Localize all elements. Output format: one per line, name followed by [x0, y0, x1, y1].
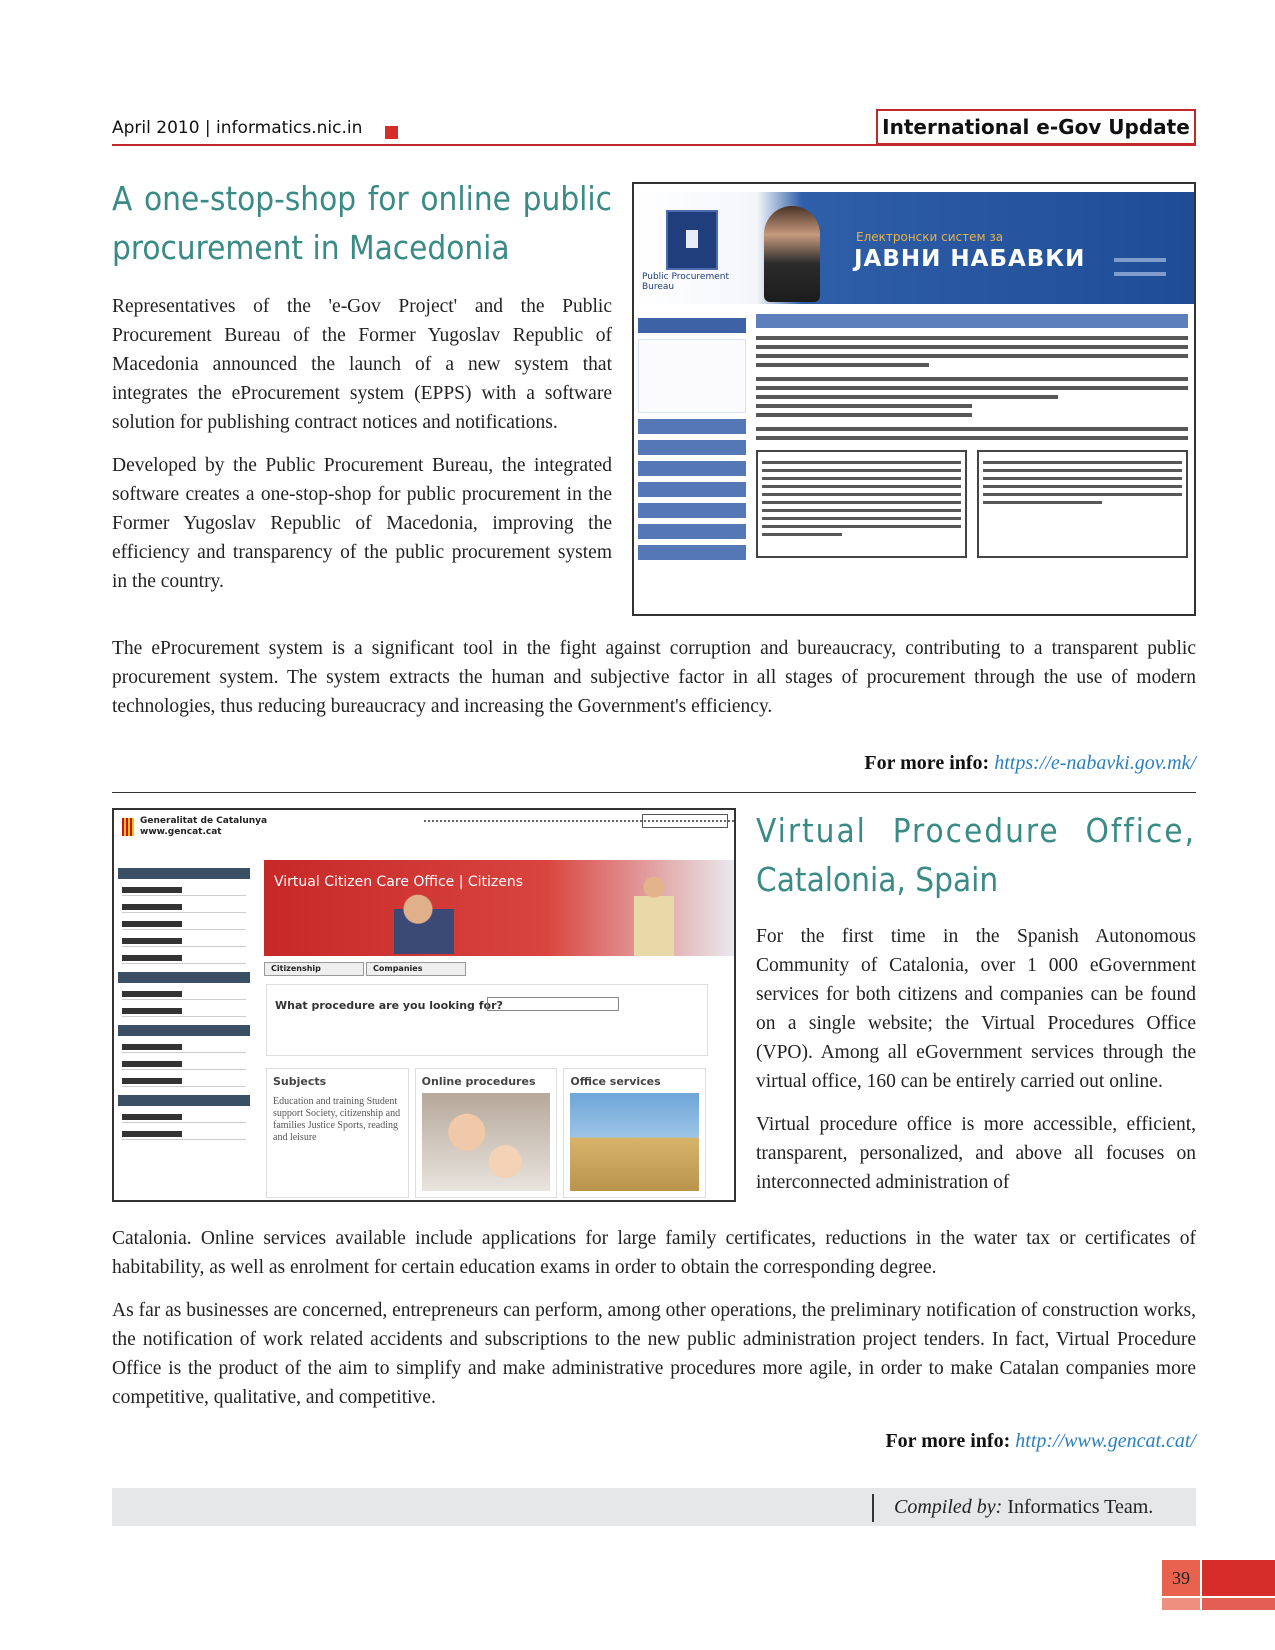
subjects-column [266, 1068, 409, 1198]
compiled-by-value: Informatics Team. [1007, 1496, 1154, 1518]
screenshot-header [114, 810, 734, 860]
operator-photo [764, 206, 820, 302]
contracting-box [756, 450, 967, 558]
woman-photo [634, 870, 674, 956]
bureau-logo-icon [666, 210, 718, 270]
search-box [642, 814, 728, 828]
header-square-marker [385, 126, 398, 139]
language-flags [1104, 252, 1184, 292]
article1-title-line2: procurement in Macedonia [112, 228, 510, 267]
field-photo [570, 1093, 699, 1191]
screenshot-banner [634, 192, 1194, 304]
header-date-site: April 2010 | informatics.nic.in [112, 118, 363, 138]
article2-title-line1: Virtual Procedure Office, [756, 811, 1196, 850]
banner-subtitle: Електронски систем за [856, 230, 1004, 244]
article2-paragraph-wrap: Virtual procedure office is more accessible, efficient, transparent, personalized, and above all focuses on interconnected administration of [756, 1114, 1196, 1193]
office-services-column [563, 1068, 706, 1198]
article1-more-info [112, 752, 1196, 775]
login-box [638, 339, 746, 413]
article1-paragraph-wide: The eProcurement system is a significant tool in the fight against corruption and bureaucracy, contributing to a transparent public procurement system. The system extracts the human and subjective factor in all stages of procurement through the use of modern technologies, thus reducing bureaucracy and increasing the Government's efficiency. [112, 638, 1196, 717]
article1-title-line1: A one-stop-shop for online public [112, 179, 612, 218]
page-corner-block [1202, 1560, 1275, 1596]
article2-more-info [112, 1430, 1196, 1453]
article2-paragraph: As far as businesses are concerned, entrepreneurs can perform, among other operations, the preliminary notification of construction works, the notification of work related accidents and subscriptions to the new public administration project tenders. In fact, Virtual Procedure Office is the product of the aim to simplify and make administrative procedures more agile, in order to make Catalan companies more competitive, qualitative, and competitive. [112, 1300, 1196, 1408]
macedonia-link[interactable]: https://e-nabavki.gov.mk/ [994, 752, 1196, 774]
article2-body-column [756, 922, 1196, 1197]
section-divider [112, 792, 1196, 793]
care-office-banner [264, 860, 734, 956]
macedonia-website-screenshot [632, 182, 1196, 616]
article2-title [756, 806, 1196, 904]
screenshot-main-content [756, 314, 1188, 610]
online-procedures-heading: Online procedures [421, 1075, 536, 1088]
tab-companies: Companies [366, 962, 466, 976]
page-corner-block [1162, 1598, 1200, 1610]
catalonia-website-screenshot [112, 808, 736, 1202]
banner-title: Virtual Citizen Care Office | Citizens [274, 874, 524, 890]
generalitat-name: Generalitat de Catalunya www.gencat.cat [140, 816, 268, 837]
screenshot-sidebar [634, 312, 750, 616]
article1-paragraph: Developed by the Public Procurement Bureau, the integrated software creates a one-stop-shop for public procurement in the Former Yugoslav Republic of Macedonia, improving the efficiency and transparency of the public procurement system in the country. [112, 455, 612, 592]
more-info-label: For more info: [885, 1430, 1011, 1452]
more-info-label: For more info: [864, 752, 990, 774]
tab-citizenship: Citizenship [264, 962, 364, 976]
subjects-list: Education and training Student support Society, citizenship and families Justice Sports, reading and leisure [273, 1096, 401, 1143]
screenshot-topbar [634, 184, 1194, 192]
article1-paragraph: Representatives of the 'e-Gov Project' and the Public Procurement Bureau of the Former Yugoslav Republic of Macedonia announced the launch of a new system that integrates the eProcurement system (EPPS) with a software solution for publishing contract notices and notifications. [112, 296, 612, 433]
online-procedures-column [415, 1068, 558, 1198]
article1-title [112, 174, 612, 272]
article2-paragraph: For the first time in the Spanish Autonomous Community of Catalonia, over 1 000 eGovernment services for both citizens and companies can be found on a single website; the Virtual Procedures Office (VPO). Among all eGovernment services through the virtual office, 160 can be entirely carried out online. [756, 926, 1196, 1092]
screenshot-columns [266, 1068, 706, 1198]
footer-separator [872, 1494, 874, 1522]
banner-title: ЈАВНИ НАБАВКИ [854, 246, 1086, 272]
children-photo [422, 1093, 551, 1191]
vendors-box [977, 450, 1188, 558]
family-photo [394, 890, 454, 954]
office-services-heading: Office services [570, 1075, 661, 1088]
screenshot-left-nav [114, 862, 254, 1148]
footer-credit [894, 1496, 1153, 1519]
page-number: 39 [1162, 1560, 1200, 1596]
catalonia-flag-icon [122, 818, 134, 836]
page-corner-block [1202, 1598, 1275, 1610]
screenshot-tabs [264, 962, 466, 976]
gencat-link[interactable]: http://www.gencat.cat/ [1015, 1430, 1196, 1452]
procedure-question: What procedure are you looking for? [275, 999, 503, 1012]
article2-body-wide [112, 1224, 1196, 1426]
bureau-caption: Public Procurement Bureau [642, 272, 730, 292]
article1-body [112, 292, 612, 610]
article2-paragraph-cont: Catalonia. Online services available include applications for large family certificates, reductions in the water tax or certificates of habitability, as well as enrolment for certain education exams in order to obtain the corresponding degree. [112, 1228, 1196, 1278]
procedure-search-panel [266, 984, 708, 1056]
question-input [487, 997, 619, 1011]
header-section-title: International e-Gov Update [876, 109, 1196, 145]
compiled-by-label: Compiled by: [894, 1496, 1003, 1518]
article2-title-line2: Catalonia, Spain [756, 860, 999, 899]
subjects-heading: Subjects [273, 1075, 327, 1088]
header-rule [112, 144, 1196, 146]
